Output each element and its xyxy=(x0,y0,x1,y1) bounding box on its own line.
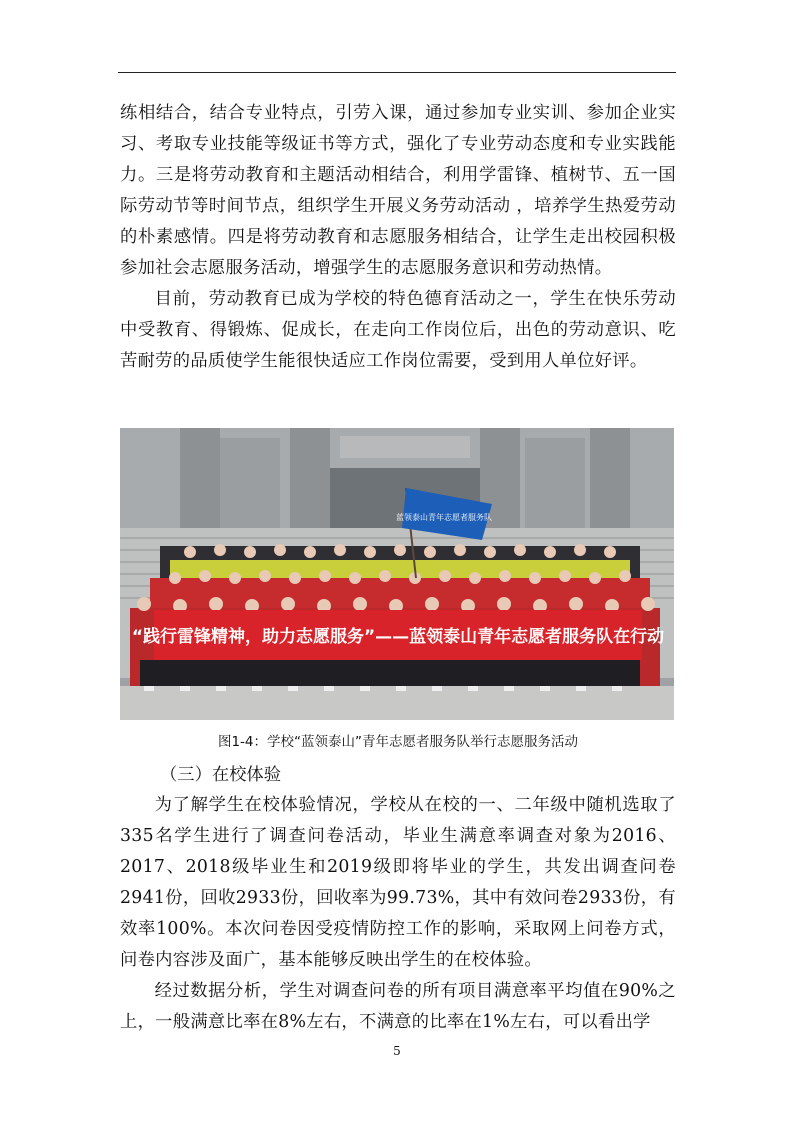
photo-illustration xyxy=(120,428,674,720)
figure-caption: 图1-4：学校“蓝领泰山”青年志愿者服务队举行志愿服务活动 xyxy=(217,734,579,750)
building-column xyxy=(590,428,630,538)
ground xyxy=(120,686,674,720)
page-number: 5 xyxy=(393,1044,401,1058)
building-column xyxy=(180,428,220,538)
banner-slogan: “践行雷锋精神，助力志愿服务”——蓝领泰山青年志愿者服务队在行动 xyxy=(131,627,665,647)
building-windows xyxy=(525,438,585,528)
legs xyxy=(140,660,640,688)
paragraph-current-status: 目前，劳动教育已成为学校的特色德育活动之一，学生在快乐劳动中受教育、得锻炼、促成长，在走向工作岗位后，出色的劳动意识、吃苦耐劳的品质使学生能很快适应工作岗位需要，受到用人单位好评。 xyxy=(120,289,676,371)
building-sign xyxy=(340,436,470,458)
paragraph-labor-education: 练相结合，结合专业特点，引劳入课，通过参加专业实训、参加企业实习、考取专业技能等级证书等方式，强化了专业劳动态度和专业实践能力。三是将劳动教育和主题活动相结合，利用学雷锋、植树节、五一国际劳动节等时间节点，组织学生开展义务劳动活动 ，培养学生热爱劳动的朴素感情。四是将劳动教育和志愿服务相结合，让学生走出校园积极参加社会志愿服务活动，增强学生的志愿服务意识和劳动热情。 xyxy=(120,103,676,278)
building-column xyxy=(290,428,330,538)
text-block-top xyxy=(120,98,676,377)
section-heading: （三）在校体验 xyxy=(160,765,281,785)
paragraph-survey: 为了解学生在校体验情况，学校从在校的一、二年级中随机选取了335名学生进行了调查问卷活动，毕业生满意率调查对象为2016、2017、2018级毕业生和2019级即将毕业的学生，共发出调查问卷2941份，回收2933份，回收率为99.73%，其中有效问卷2933份，有效率100%。本次问卷因受疫情防控工作的影响，采取网上问卷方式，问卷内容涉及面广，基本能够反映出学生的在校体验。 xyxy=(120,795,676,970)
header-rule xyxy=(118,72,676,73)
building-windows xyxy=(220,438,280,528)
paragraph-analysis: 经过数据分析，学生对调查问卷的所有项目满意率平均值在90%之上，一般满意比率在8%左右，不满意的比率在1%左右，可以看出学 xyxy=(120,981,676,1032)
volunteer-group-photo xyxy=(120,428,674,720)
text-block-bottom xyxy=(120,790,676,1038)
flag-text: 蓝领泰山青年志愿者服务队 xyxy=(396,513,492,522)
